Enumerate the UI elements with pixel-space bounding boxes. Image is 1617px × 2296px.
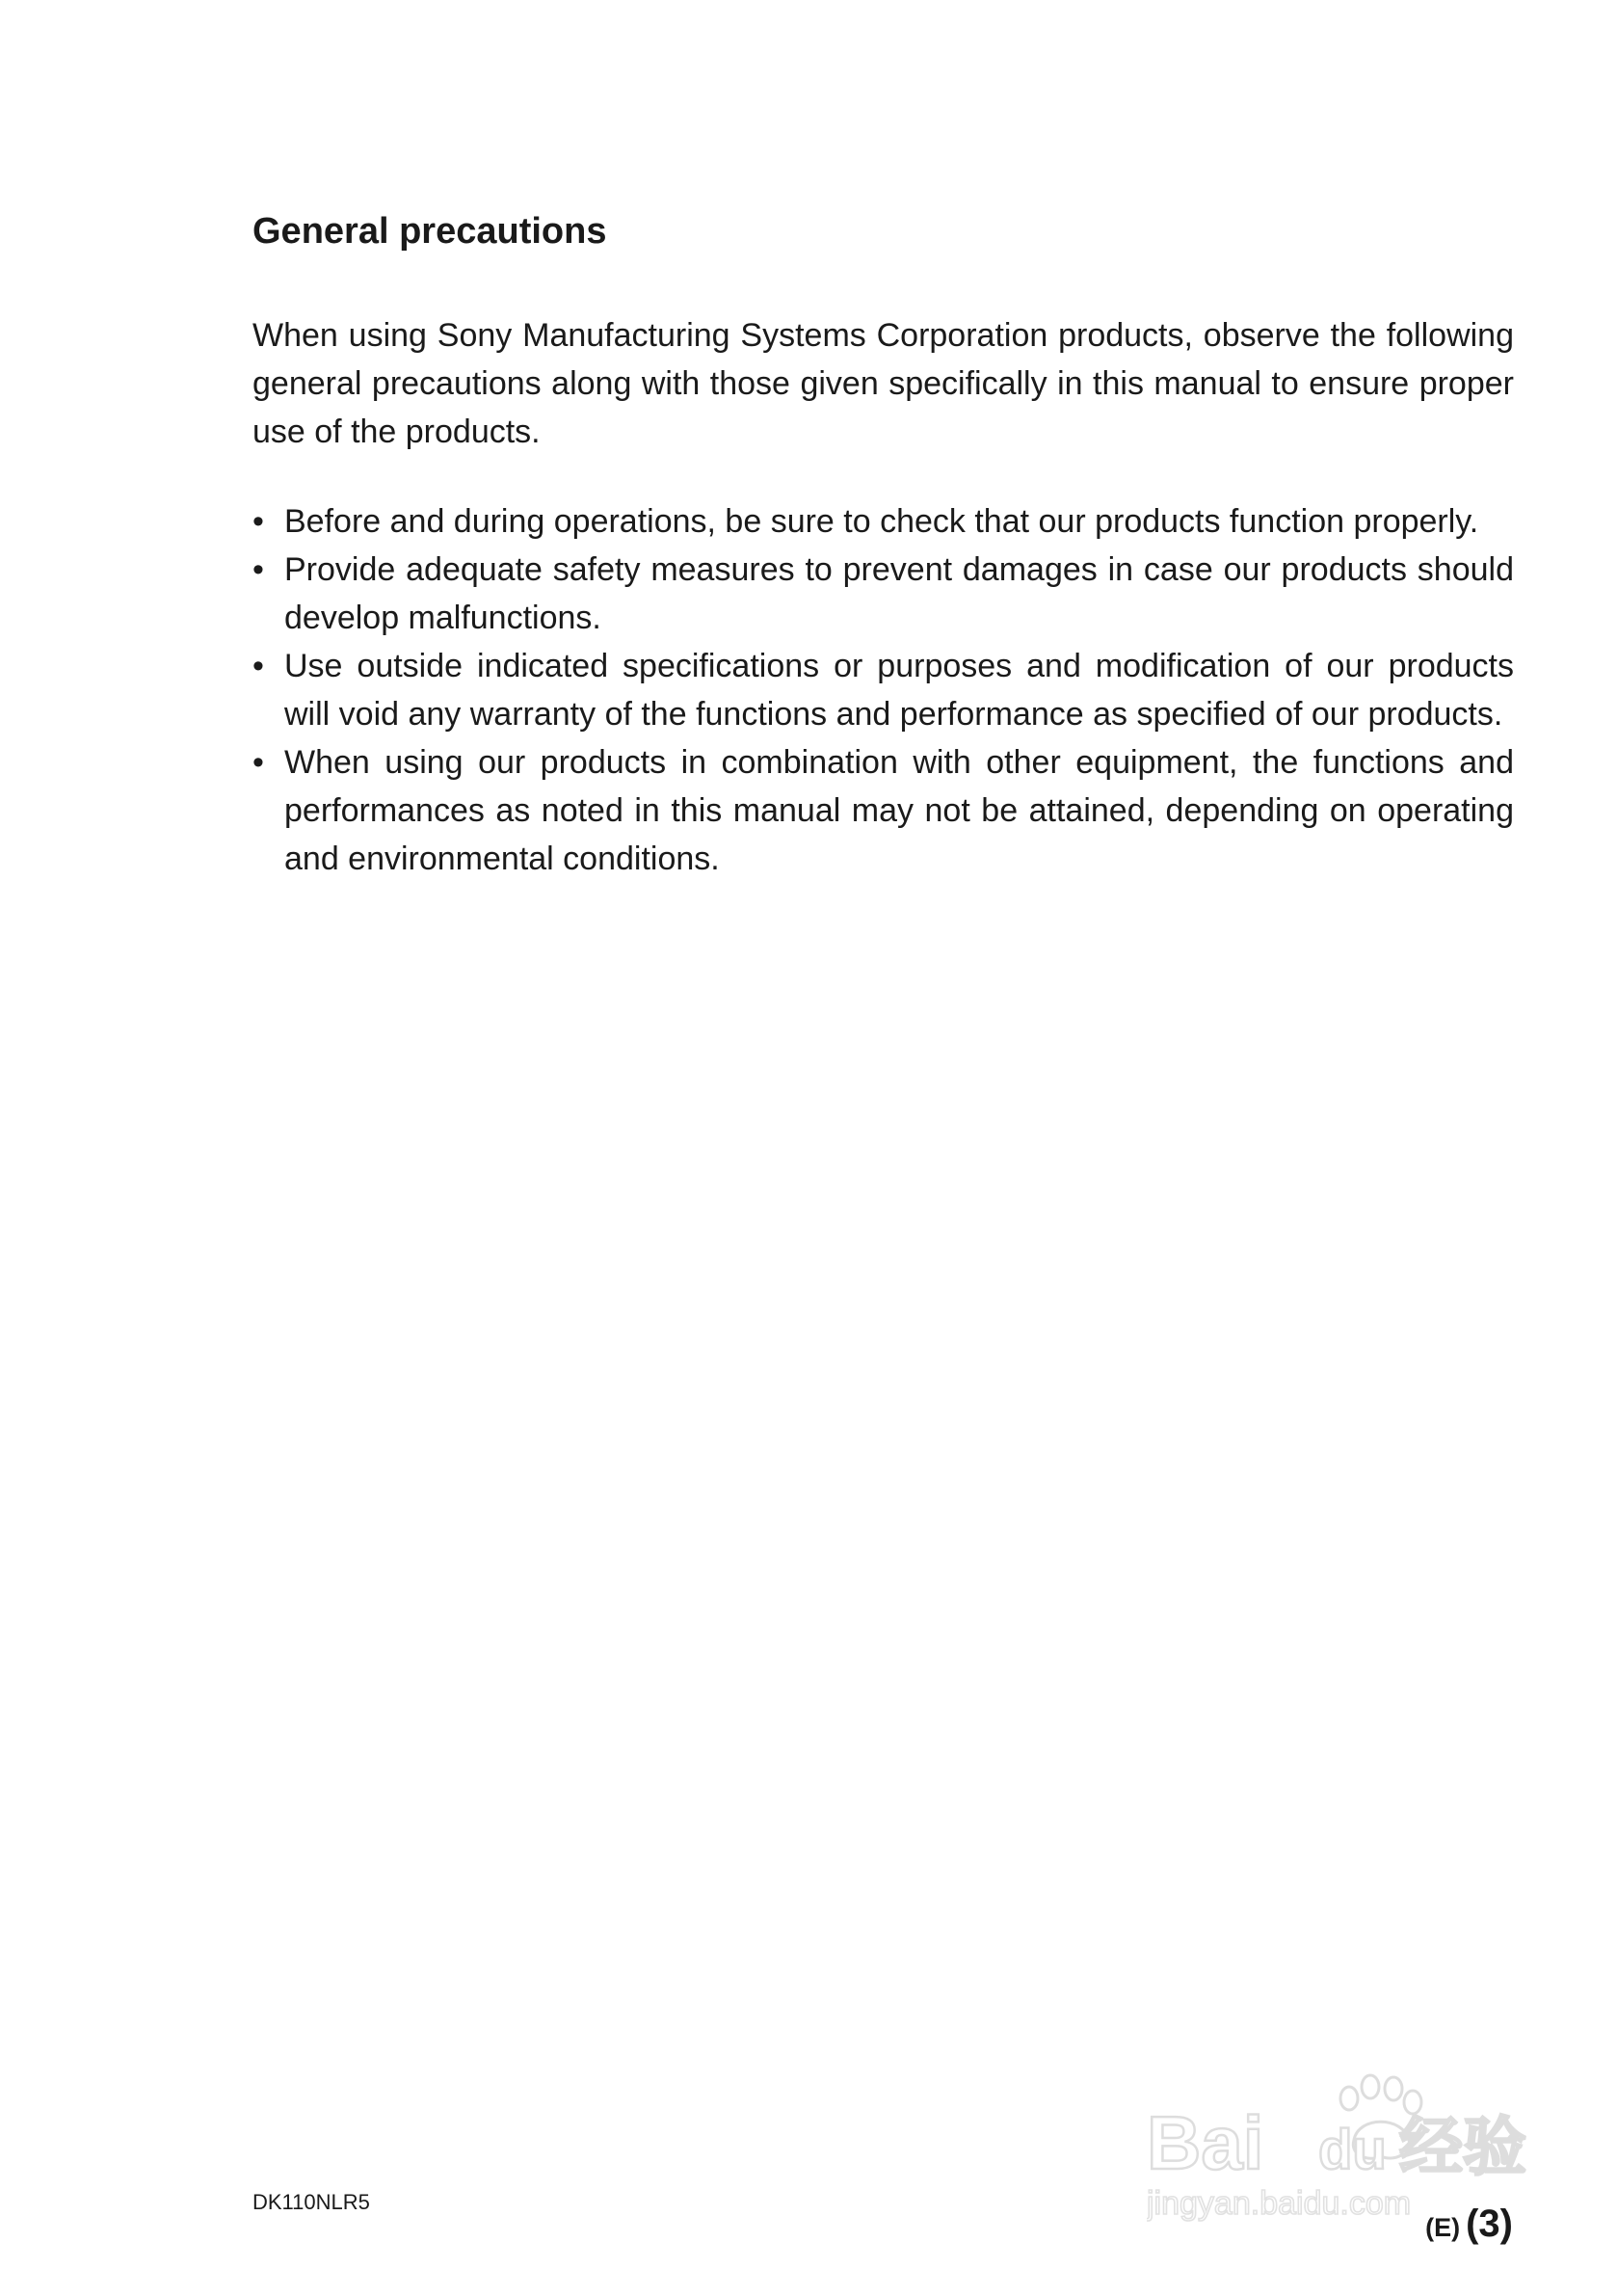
section-heading: General precautions — [252, 211, 607, 252]
precaution-text: Use outside indicated specifications or purposes and modification of our products will void any warranty of the functions and performance as specified of our products. — [284, 648, 1514, 733]
precaution-text: Before and during operations, be sure to check that our products function properly. — [284, 503, 1479, 540]
bullet-icon: • — [252, 648, 264, 684]
intro-paragraph: When using Sony Manufacturing Systems Corporation products, observe the following general precautions along with those given specifically in this manual to ensure proper use of the products. — [252, 317, 1514, 450]
precaution-text: When using our products in combination with other equipment, the functions and performances as noted in this manual may not be attained, depending on operating and environmental conditions. — [284, 744, 1514, 877]
precaution-item — [252, 642, 1514, 738]
page-number — [1425, 2203, 1513, 2246]
document-code: DK110NLR5 — [252, 2190, 370, 2214]
page-number-value: (3) — [1466, 2203, 1513, 2245]
svg-text:du: du — [1318, 2119, 1387, 2181]
svg-text:经验: 经验 — [1399, 2111, 1526, 2182]
svg-text:Bai: Bai — [1147, 2100, 1264, 2185]
precaution-item — [252, 546, 1514, 642]
svg-text:jingyan.baidu.com: jingyan.baidu.com — [1147, 2185, 1412, 2222]
precautions-list — [252, 497, 1514, 883]
bullet-icon: • — [252, 503, 264, 540]
bullet-icon: • — [252, 551, 264, 588]
bullet-icon: • — [252, 744, 264, 781]
precaution-item — [252, 497, 1514, 546]
baidu-jingyan-watermark — [1147, 2048, 1532, 2222]
precaution-item — [252, 738, 1514, 883]
precaution-text: Provide adequate safety measures to prevent damages in case our products should develop malfunctions. — [284, 551, 1514, 636]
section-marker: (E) — [1425, 2213, 1461, 2242]
